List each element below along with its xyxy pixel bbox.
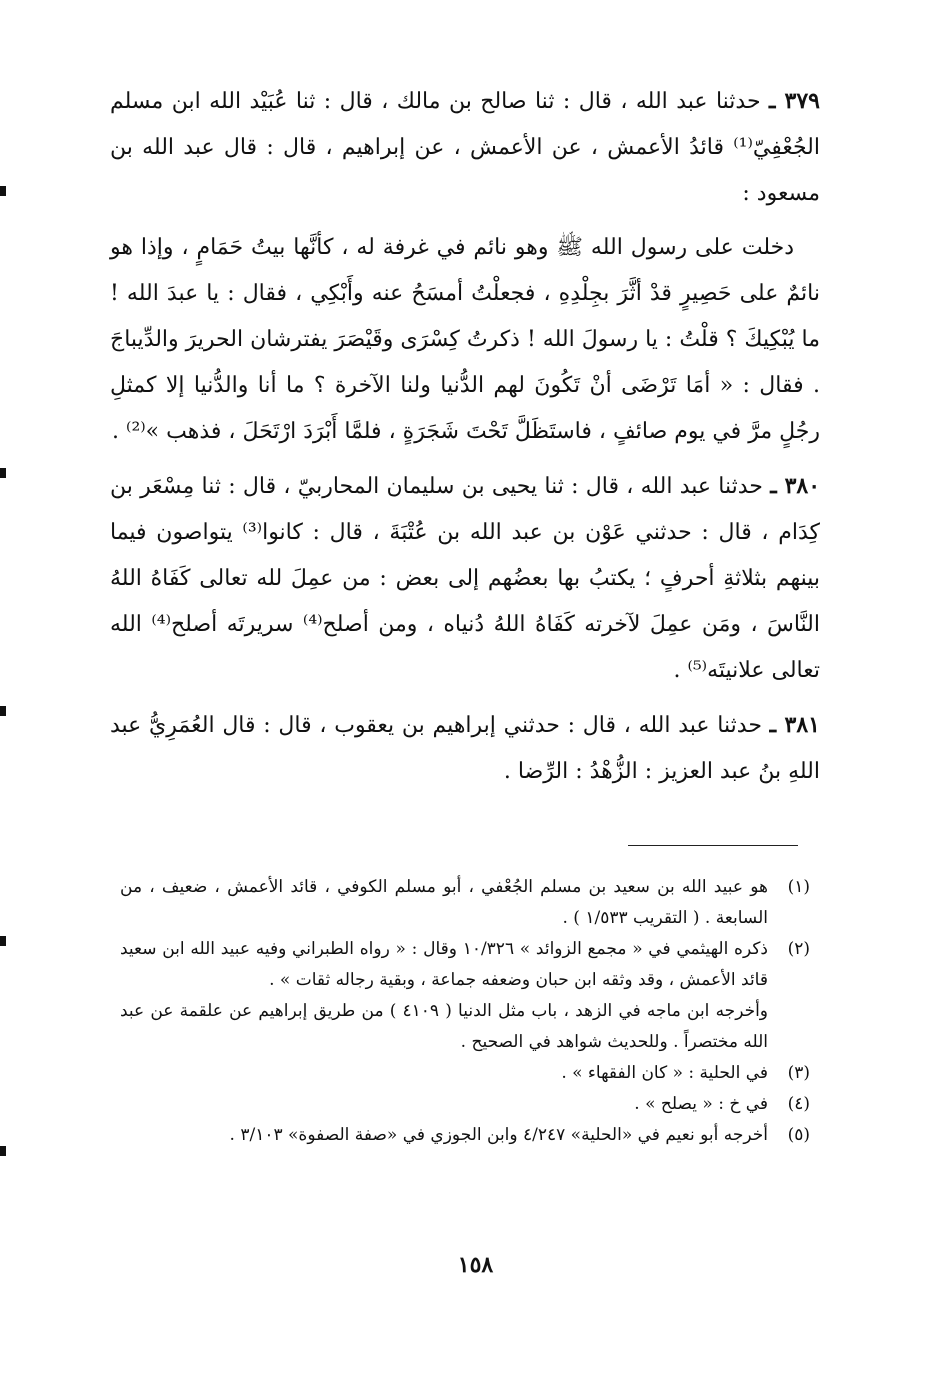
footnote-3 — [120, 1058, 810, 1089]
footnote-text: هو عبيد الله بن سعيد بن مسلم الجُعْفي ، أبو مسلم الكوفي ، قائد الأعمش ، ضعيف ، من السابعة . ( التقريب ١/٥٣٣ ) . — [120, 877, 768, 928]
footnote-number: (١) — [787, 877, 810, 897]
scan-edge-mark — [0, 1146, 6, 1156]
hadith-number: ٣٨١ ـ — [769, 712, 820, 738]
footnote-text: في خ : « يصلح » . — [634, 1094, 768, 1114]
footnote-text: ذكره الهيثمي في « مجمع الزوائد » ١٠/٣٢٦ وقال : « رواه الطبراني وفيه عبيد الله ابن سعيد قائد الأعمش ، وقد وثقه ابن حبان وضعفه جماعة ، وبقية رجاله ثقات » . — [120, 939, 768, 990]
hadith-number: ٣٧٩ ـ — [769, 88, 820, 114]
footnote-text: وأخرجه ابن ماجه في الزهد ، باب مثل الدنيا ( ٤١٠٩ ) من طريق إبراهيم عن علقمة عن عبد الله مختصراً . وللحديث شواهد في الصحيح . — [120, 1001, 769, 1052]
hadith-text: حدثنا عبد الله ، قال : حدثني إبراهيم بن يعقوب ، قال : قال العُمَرِيُّ عبد اللهِ بنُ عبد العزيز : الزُّهْدُ : الرِّضا . — [110, 713, 820, 784]
page-number: ١٥٨ — [457, 1252, 494, 1278]
scan-edge-mark — [0, 936, 6, 946]
hadith-text: دخلت على رسول الله ﷺ وهو نائم في غرفة له ، كأنَّها بيتُ حَمَامٍ ، وإذا هو نائمٌ على حَصِيرٍ قدْ أثَّرَ بجِلْدِهِ ، فجعلْتُ أمسَحُ عنه وأَبْكِي ، فقال : يا عبدَ الله ! ما يُبْكِيكَ ؟ قلْتُ : يا رسولَ الله ! ذكرتُ كِسْرَى وقَيْصَرَ يفترشان الحريرَ والدِّيباجَ . فقال : « أمَا تَرْضَى أنْ تَكُونَ لهم الدُّنيا ولنا الآخرة ؟ ما أنا والدُّنيا إلا كمثلِ رجُلٍ مرَّ في يوم صائفٍ ، فاستَظَلَّ تَحْتَ شَجَرَةٍ ، فلمَّا أَبْرَدَ ارْتَحَلَ ، فذهب »⁽²⁾ . — [110, 235, 820, 444]
footnote-text: أخرجه أبو نعيم في «الحلية» ٤/٢٤٧ وابن الجوزي في «صفة الصفوة» ٣/١٠٣ . — [229, 1125, 768, 1145]
hadith-380 — [110, 463, 820, 694]
footnote-5 — [120, 1120, 810, 1151]
hadith-text: حدثنا عبد الله ، قال : ثنا صالح بن مالك ، قال : ثنا عُبَيْد الله ابن مسلم الجُعْفِيّ⁽¹⁾ قائدُ الأعمش ، عن الأعمش ، عن إبراهيم ، قال : قال عبد الله بن مسعود : — [110, 89, 820, 206]
footnote-number: (٣) — [787, 1063, 810, 1083]
hadith-381 — [110, 702, 820, 795]
footnote-text: في الحلية : « كان الفقهاء » . — [561, 1063, 768, 1083]
hadith-text: حدثنا عبد الله ، قال : ثنا يحيى بن سليمان المحاربيّ ، قال : ثنا مِسْعَر بن كِدَام ، قال : حدثني عَوْن بن عبد الله بن عُتْبَةَ ، قال : كانوا⁽³⁾ يتواصون فيما بينهم بثلاثةِ أحرفٍ ؛ يكتبُ بها بعضُهم إلى بعض : من عمِلَ لله تعالى كَفَاهُ اللهُ النَّاسَ ، ومَن عمِلَ لآخرته كَفَاهُ اللهُ دُنياه ، ومن أصلح⁽⁴⁾ سريرتَه أصلح⁽⁴⁾ الله تعالى علانيتَه⁽⁵⁾ . — [110, 474, 820, 683]
footnote-4 — [120, 1089, 810, 1120]
footnotes — [120, 872, 810, 1151]
footnote-number: (٤) — [787, 1094, 810, 1114]
scan-edge-mark — [0, 706, 6, 716]
footnote-number — [768, 996, 810, 1058]
footnote-number: (٥) — [787, 1125, 810, 1145]
footnote-2-continuation — [120, 996, 810, 1058]
scan-edge-mark — [0, 468, 6, 478]
footnote-number: (٢) — [787, 939, 810, 959]
footnote-1 — [120, 872, 810, 934]
main-text — [110, 78, 820, 803]
hadith-379-continuation — [110, 225, 820, 455]
hadith-number: ٣٨٠ ـ — [770, 473, 821, 499]
scan-edge-mark — [0, 186, 6, 196]
hadith-379 — [110, 78, 820, 217]
footnote-2 — [120, 934, 810, 996]
footnote-separator — [628, 845, 798, 846]
